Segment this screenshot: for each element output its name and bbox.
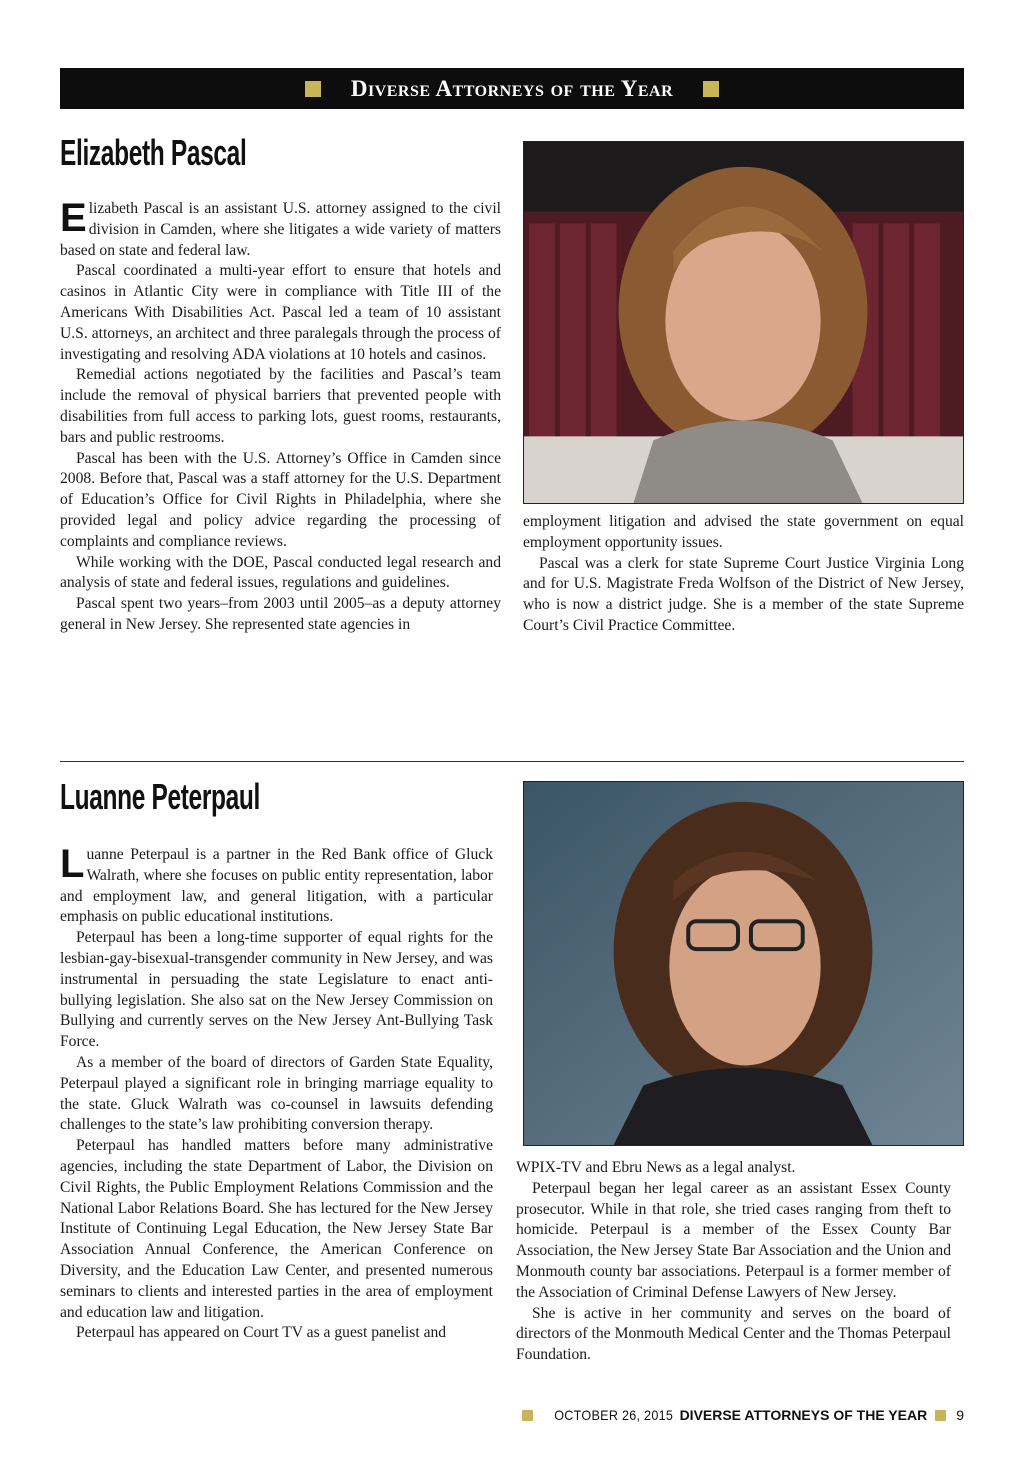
continued-paragraph: employment litigation and advised the state government on equal employment opportunity issues. [523, 513, 964, 551]
body-paragraph: Pascal spent two years–from 2003 until 2005–as a deputy attorney general in New Jersey. She represented state agencies in [60, 595, 501, 633]
body-paragraph: Peterpaul has handled matters before many administrative agencies, including the state Department of Labor, the Division on Civil Rights, the Public Employment Relations Commission and the National Labor Relations Board. She has lectured for the New Jersey Institute of Continuing Legal Education, the New Jersey State Bar Association Annual Conference, the American Conference on Diversity, and the Education Law Center, and presented numerous seminars to clients and interested parties in the area of employment and education law and litigation. [60, 1137, 493, 1321]
profile-name: Elizabeth Pascal [60, 132, 247, 173]
intro-paragraph: Luanne Peterpaul is a partner in the Red Bank office of Gluck Walrath, where she focuses on public entity representation, labor and employment law, and general litigation, with a particular emphasis on public educational institutions. [60, 842, 493, 926]
page-footer [514, 1406, 964, 1424]
body-paragraph: Pascal was a clerk for state Supreme Court Justice Virginia Long and for U.S. Magistrate Freda Wolfson of the District of New Jersey, who is now a district judge. She is a member of the state Supreme Court’s Civil Practice Committee. [523, 554, 964, 634]
gold-square-icon [935, 1410, 946, 1421]
footer-date: OCTOBER 26, 2015 [554, 1407, 674, 1423]
body-paragraph: She is active in her community and serves on the board of directors of the Monmouth Medical Center and the Thomas Peterpaul Foundation. [516, 1304, 951, 1364]
drop-cap: L [60, 842, 85, 886]
body-paragraph: As a member of the board of directors of Garden State Equality, Peterpaul played a significant role in bringing marriage equality to the state. Gluck Walrath was co-counsel in lawsuits defending challenges to the state’s law prohibiting conversion therapy. [60, 1053, 493, 1134]
profile-name: Luanne Peterpaul [60, 776, 260, 817]
gold-square-icon [703, 81, 719, 97]
body-paragraph: Remedial actions negotiated by the facilities and Pascal’s team include the removal of physical barriers that prevented people with disabilities from full access to parking lots, guest rooms, restaurants, bars and public restrooms. [60, 366, 501, 446]
drop-cap: E [60, 196, 87, 240]
intro-paragraph: Elizabeth Pascal is an assistant U.S. attorney assigned to the civil division in Camden, where she litigates a wide variety of matters based on state and federal law. [60, 196, 501, 259]
footer-title: DIVERSE ATTORNEYS OF THE YEAR [679, 1407, 928, 1423]
body-paragraph: Pascal coordinated a multi-year effort to ensure that hotels and casinos in Atlantic City were in compliance with Title III of the Americans With Disabilities Act. Pascal led a team of 10 assistant U.S. attorneys, an architect and three paralegals through the process of investigating and resolving ADA violations at 10 hotels and casinos. [60, 262, 501, 363]
banner-title: Diverse Attorneys of the Year [350, 75, 674, 101]
portrait-photo [523, 141, 964, 504]
gold-square-icon [305, 81, 321, 97]
body-paragraph: Peterpaul has been a long-time supporter of equal rights for the lesbian-gay-bisexual-transgender community in New Jersey, and was instrumental in persuading the state Legislature to enact anti-bullying legislation. She also sat on the New Jersey Commission on Bullying and currently serves on the New Jersey Ant-Bullying Task Force. [60, 929, 493, 1051]
section-banner [60, 68, 964, 109]
page-number: 9 [956, 1407, 964, 1423]
profile-body-left [60, 196, 501, 636]
gold-square-icon [522, 1410, 533, 1421]
section-divider [60, 761, 964, 762]
portrait-photo [523, 781, 964, 1146]
body-paragraph: Peterpaul has appeared on Court TV as a guest panelist and [76, 1324, 447, 1342]
body-paragraph: While working with the DOE, Pascal conducted legal research and analysis of state and federal issues, regulations and guidelines. [60, 553, 501, 592]
profile-body-right [523, 512, 964, 637]
profile-body-right [516, 1158, 951, 1366]
body-paragraph: Peterpaul began her legal career as an assistant Essex County prosecutor. While in that role, she tried cases ranging from theft to homicide. Peterpaul is a member of the Essex County Bar Association, the New Jersey State Bar Association and the Union and Monmouth county bar associations. Peterpaul is a former member of the Association of Criminal Defense Lawyers of New Jersey. [516, 1179, 951, 1301]
body-paragraph: Pascal has been with the U.S. Attorney’s Office in Camden since 2008. Before that, Pascal was a staff attorney for the U.S. Department of Education’s Office for Civil Rights in Philadelphia, where she provided legal and policy advice regarding the processing of complaints and compliance reviews. [60, 449, 501, 550]
continued-paragraph: WPIX-TV and Ebru News as a legal analyst. [516, 1159, 796, 1176]
profile-body-left [60, 842, 493, 1344]
